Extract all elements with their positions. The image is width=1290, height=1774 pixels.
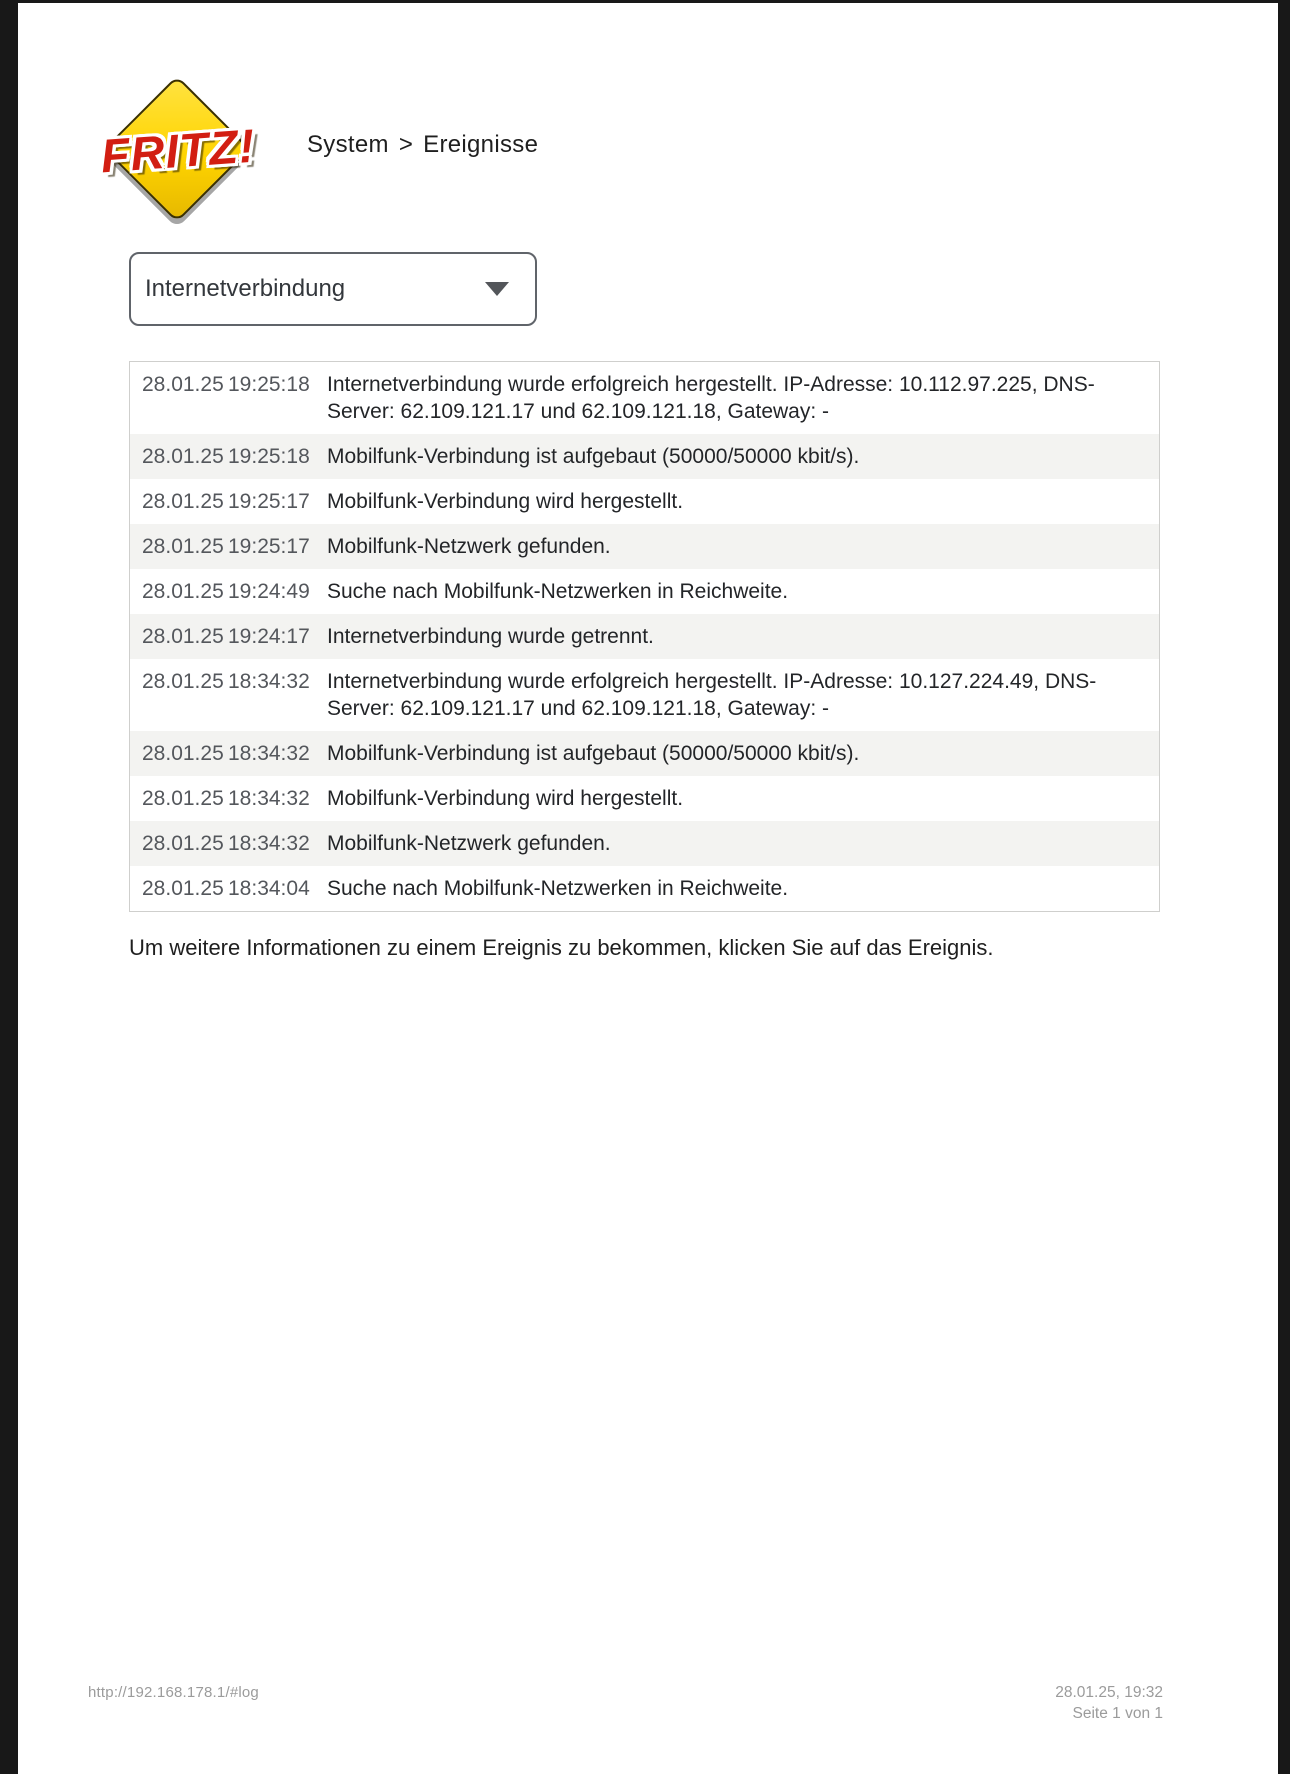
event-message: Mobilfunk-Verbindung wird hergestellt. [327, 787, 684, 810]
event-time: 19:25:17 [228, 535, 310, 558]
event-time: 19:24:49 [228, 580, 310, 603]
event-time: 19:25:18 [228, 373, 310, 396]
event-message: Suche nach Mobilfunk-Netzwerken in Reichweite. [327, 580, 789, 603]
footer-datetime: 28.01.25, 19:32 [1055, 1684, 1163, 1701]
event-date: 28.01.25 [142, 877, 224, 900]
event-date: 28.01.25 [142, 742, 224, 765]
event-message: Internetverbindung wurde getrennt. [327, 625, 654, 648]
event-date: 28.01.25 [142, 490, 224, 513]
event-filter-dropdown[interactable] [129, 252, 537, 326]
event-date: 28.01.25 [142, 580, 224, 603]
event-time: 18:34:04 [228, 877, 310, 900]
event-log-row[interactable] [130, 731, 1159, 776]
chevron-down-icon [485, 282, 509, 296]
event-log-row[interactable] [130, 434, 1159, 479]
event-time: 18:34:32 [228, 787, 310, 810]
event-time: 18:34:32 [228, 832, 310, 855]
event-date: 28.01.25 [142, 787, 224, 810]
event-date: 28.01.25 [142, 373, 224, 396]
event-date: 28.01.25 [142, 832, 224, 855]
event-filter-selected-value: Internetverbindung [145, 275, 346, 302]
footer-page-info [1055, 1682, 1163, 1724]
event-log-row[interactable] [130, 614, 1159, 659]
event-log-row[interactable] [130, 569, 1159, 614]
event-date: 28.01.25 [142, 445, 224, 468]
fritz-logo [95, 85, 258, 215]
event-message: Mobilfunk-Verbindung ist aufgebaut (50000/50000 kbit/s). [327, 742, 860, 765]
event-time: 19:25:18 [228, 445, 310, 468]
event-time: 19:25:17 [228, 490, 310, 513]
page-title: Ereignisse [423, 131, 539, 158]
event-message: Mobilfunk-Netzwerk gefunden. [327, 832, 611, 855]
breadcrumb [307, 131, 538, 159]
event-message: Internetverbindung wurde erfolgreich hergestellt. IP-Adresse: 10.112.97.225, DNS-Server: 62.109.121.17 und 62.109.121.18, Gateway: - [327, 373, 1095, 423]
event-time: 18:34:32 [228, 742, 310, 765]
footer-page-number: Seite 1 von 1 [1072, 1705, 1163, 1722]
breadcrumb-separator: > [398, 131, 414, 158]
printed-page [18, 3, 1278, 1774]
event-date: 28.01.25 [142, 670, 224, 693]
event-log-row[interactable] [130, 821, 1159, 866]
event-log-row[interactable] [130, 659, 1159, 731]
event-log-table [129, 361, 1160, 912]
event-time: 19:24:17 [228, 625, 310, 648]
event-log-row[interactable] [130, 776, 1159, 821]
event-time: 18:34:32 [228, 670, 310, 693]
event-log-row[interactable] [130, 866, 1159, 911]
event-date: 28.01.25 [142, 535, 224, 558]
event-log-row[interactable] [130, 524, 1159, 569]
footer-url: http://192.168.178.1/#log [88, 1684, 259, 1701]
event-message: Mobilfunk-Verbindung wird hergestellt. [327, 490, 684, 513]
event-message: Internetverbindung wurde erfolgreich hergestellt. IP-Adresse: 10.127.224.49, DNS-Server: 62.109.121.17 und 62.109.121.18, Gateway: - [327, 670, 1097, 720]
event-message: Suche nach Mobilfunk-Netzwerken in Reichweite. [327, 877, 789, 900]
hint-text: Um weitere Informationen zu einem Ereignis zu bekommen, klicken Sie auf das Ereignis. [129, 935, 994, 960]
event-message: Mobilfunk-Netzwerk gefunden. [327, 535, 611, 558]
event-message: Mobilfunk-Verbindung ist aufgebaut (50000/50000 kbit/s). [327, 445, 860, 468]
event-date: 28.01.25 [142, 625, 224, 648]
fritz-logo-text: FRITZ! [98, 118, 258, 183]
breadcrumb-section: System [307, 131, 389, 158]
event-log-row[interactable] [130, 479, 1159, 524]
event-log-row[interactable] [130, 362, 1159, 434]
